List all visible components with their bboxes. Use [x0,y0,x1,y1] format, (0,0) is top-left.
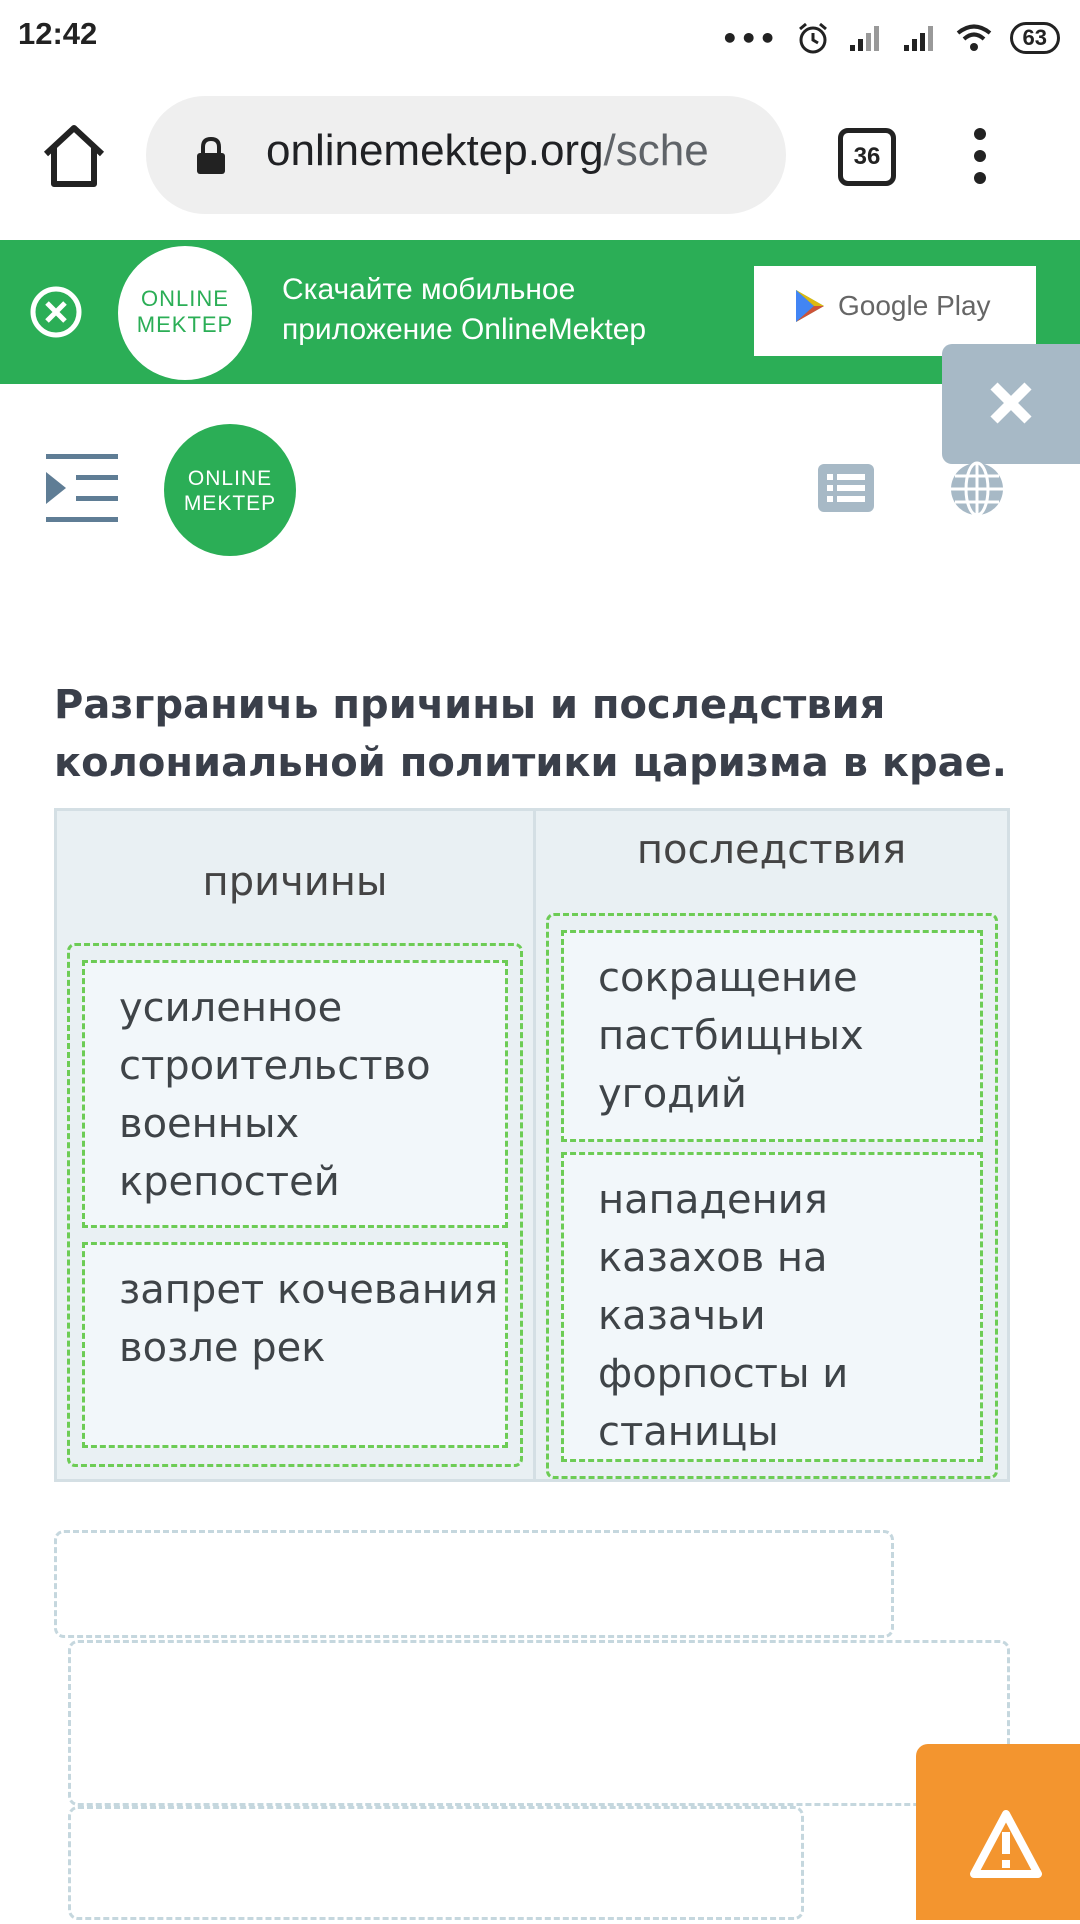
url-host: onlinemektep.org [266,126,604,175]
more-notifications-icon: ••• [720,21,778,55]
sort-table [54,808,1010,1482]
battery-indicator: 63 [1010,22,1060,54]
list-icon[interactable] [818,464,874,512]
banner-logo-line1: ONLINE [141,286,229,311]
answer-card[interactable]: усиленное строительство военных крепостей [82,960,508,1228]
column-causes [57,811,536,1479]
tab-switcher-button[interactable]: 36 [838,128,896,186]
answer-pool-slot[interactable] [68,1640,1010,1806]
column-header: причины [202,859,388,905]
app-promo-banner [0,240,1080,384]
banner-text: Скачайте мобильное приложение OnlineMektep [282,273,647,346]
question-text: Разграничь причины и последствия колониальной политики царизма в крае. [54,682,1007,786]
column-header: последствия [636,827,907,873]
answer-pool-slot[interactable] [68,1806,804,1920]
sidebar-toggle-icon[interactable] [44,452,120,524]
banner-logo [118,246,252,380]
drop-zone-consequences[interactable] [546,913,998,1479]
answer-card[interactable]: запрет кочевания возле рек [82,1242,508,1448]
address-bar[interactable] [146,96,786,214]
warning-icon [916,1744,1080,1920]
clock: 12:42 [18,16,98,51]
status-bar [0,0,1080,72]
status-icons [721,18,1060,58]
report-problem-button[interactable] [916,1744,1080,1920]
signal-icon [848,23,884,53]
home-icon[interactable] [38,120,110,192]
column-consequences [536,811,1007,1479]
google-play-label: Google Play [838,290,991,321]
answer-pool-slot[interactable] [54,1530,894,1638]
overlay-close-button[interactable] [942,344,1080,464]
google-play-button[interactable] [754,266,1036,356]
site-logo[interactable] [164,424,296,556]
site-logo-line1: ONLINE [187,467,273,490]
browser-toolbar [0,72,1080,240]
signal-icon-2 [902,23,938,53]
play-store-icon [794,288,826,324]
globe-icon[interactable] [948,460,1006,518]
wifi-icon [956,23,992,53]
answer-card[interactable]: нападения казахов на казачьи форпосты и станицы [561,1152,983,1462]
drop-zone-causes[interactable] [67,943,523,1467]
overflow-menu-icon[interactable] [970,128,990,184]
alarm-icon [796,21,830,55]
lock-icon [194,136,228,176]
url-text [266,126,766,176]
close-circle-icon[interactable] [28,284,84,340]
answer-card[interactable]: сокращение пастбищных угодий [561,930,983,1142]
site-logo-line2: MEKTEP [183,492,277,515]
url-path: /sche [603,126,709,175]
banner-logo-line2: MEKTEP [136,312,234,337]
close-icon [942,344,1080,464]
